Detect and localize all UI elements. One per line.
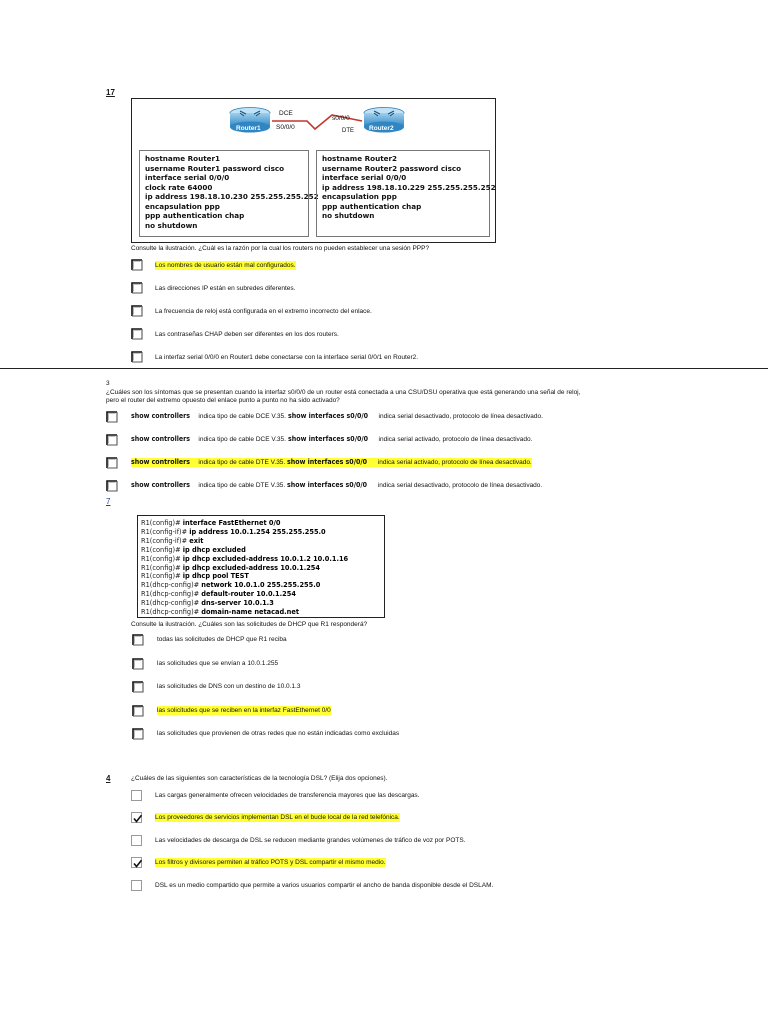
radio-button[interactable]	[106, 457, 118, 469]
config-line: no shutdown	[145, 220, 198, 230]
terminal-command: ip dhcp pool TEST	[182, 572, 249, 581]
radio-icon	[131, 259, 143, 271]
option-text: Las cargas generalmente ofrecen velocidades de transferencia mayores que las descargas.	[155, 792, 420, 799]
option-description: indica serial activado, protocolo de línea desactivado.	[376, 459, 532, 466]
section-divider	[0, 368, 768, 369]
terminal-command: ip address 10.0.1.254 255.255.255.0	[189, 527, 326, 536]
topology-drawing	[132, 99, 494, 143]
checkmark-icon	[132, 858, 143, 869]
radio-icon	[131, 351, 143, 363]
dte-label: DTE	[342, 128, 354, 134]
option-text: La frecuencia de reloj está configurada en el extremo incorrecto del enlace.	[155, 308, 372, 315]
radio-button[interactable]	[131, 282, 143, 294]
radio-icon	[131, 282, 143, 294]
show-controllers-command: show controllers	[131, 458, 191, 466]
option-description: indica tipo de cable DTE V.35.	[196, 482, 288, 489]
option-text: las solicitudes que provienen de otras redes que no están indicadas como excluidas	[157, 730, 400, 737]
config-line: clock rate 64000	[145, 182, 213, 192]
radio-button[interactable]	[106, 434, 118, 446]
config-line: ip address 198.18.10.229 255.255.255.252	[322, 182, 496, 192]
config-line: hostname Router2	[322, 154, 398, 163]
terminal-command: default-router 10.0.1.254	[201, 590, 296, 599]
option-text: Los filtros y divisores permiten al tráfico POTS y DSL compartir el mismo medio.	[155, 859, 386, 866]
radio-icon	[106, 411, 118, 423]
option-description: indica tipo de cable DTE V.35.	[196, 459, 288, 466]
exhibit-diagram	[131, 98, 496, 243]
radio-button[interactable]	[131, 328, 143, 340]
port-right-label: s0/0/0	[332, 115, 350, 122]
question-text: Consulte la ilustración. ¿Cuáles son las solicitudes de DHCP que R1 responderá?	[131, 621, 368, 628]
router2-config-box	[316, 150, 496, 237]
port-left-label: S0/0/0	[276, 124, 295, 131]
show-controllers-command: show controllers	[131, 481, 191, 489]
checkbox[interactable]	[131, 790, 142, 801]
terminal-command: dns-server 10.0.1.3	[201, 599, 274, 608]
show-controllers-command: show controllers	[131, 412, 191, 420]
terminal-line	[141, 528, 384, 537]
checkbox[interactable]	[131, 812, 142, 823]
terminal-command: ip dhcp excluded-address 10.0.1.2 10.0.1.16	[182, 554, 349, 563]
show-interfaces-command: show interfaces s0/0/0	[287, 412, 368, 420]
option-text	[131, 435, 532, 444]
option-description: indica serial desactivado, protocolo de línea desactivado.	[376, 482, 543, 489]
config-line: encapsulation ppp	[145, 201, 220, 211]
option-text: Las direcciones IP están en subredes diferentes.	[155, 285, 296, 292]
terminal-line	[141, 572, 384, 581]
radio-button[interactable]	[106, 411, 118, 423]
terminal-line	[141, 537, 384, 546]
option-text: Las velocidades de descarga de DSL se reducen mediante grandes volúmenes de tráfico de voz por POTS.	[155, 837, 466, 844]
config-line: username Router1 password cisco	[145, 163, 285, 173]
terminal-command: domain-name netacad.net	[201, 608, 299, 617]
terminal-command: network 10.0.1.0 255.255.255.0	[201, 581, 321, 590]
config-line: username Router2 password cisco	[322, 163, 462, 173]
terminal-prompt: R1(config-if)#	[141, 527, 190, 536]
radio-icon	[131, 328, 143, 340]
option-text: las solicitudes de DNS con un destino de 10.0.1.3	[157, 683, 301, 690]
question-number[interactable]: 4	[106, 774, 111, 783]
checkmark-icon	[132, 813, 143, 824]
radio-icon	[132, 634, 144, 646]
radio-button[interactable]	[106, 480, 118, 492]
option-text: Los nombres de usuario están mal configurados.	[155, 262, 296, 269]
radio-button[interactable]	[132, 634, 144, 646]
checkbox[interactable]	[131, 835, 142, 846]
config-line: ip address 198.18.10.230 255.255.255.252	[145, 192, 319, 201]
show-interfaces-command: show interfaces s0/0/0	[287, 481, 368, 489]
show-interfaces-command: show interfaces s0/0/0	[287, 458, 368, 466]
terminal-command: exit	[189, 536, 204, 545]
terminal-line	[141, 546, 384, 555]
terminal-exhibit	[137, 515, 385, 618]
router2-label: Router2	[369, 125, 394, 132]
terminal-line	[141, 564, 384, 573]
radio-button[interactable]	[132, 728, 144, 740]
option-text	[131, 458, 532, 467]
radio-icon	[131, 305, 143, 317]
terminal-line	[141, 599, 384, 608]
radio-button[interactable]	[132, 681, 144, 693]
question-text: Consulte la ilustración. ¿Cuál es la razón por la cual los routers no pueden establecer una sesión PPP?	[131, 245, 430, 252]
option-description: indica serial activado, protocolo de línea desactivado.	[376, 436, 533, 443]
option-text: las solicitudes que se envían a 10.0.1.255	[157, 660, 279, 667]
radio-button[interactable]	[131, 351, 143, 363]
config-line: interface serial 0/0/0	[145, 173, 230, 182]
option-text: DSL es un medio compartido que permite a varios usuarios compartir el ancho de banda disponible desde el DSLAM.	[155, 882, 494, 889]
terminal-prompt: R1(dhcp-config)#	[141, 608, 202, 617]
option-text: Las contraseñas CHAP deben ser diferentes en los dos routers.	[155, 331, 339, 338]
terminal-prompt: R1(config)#	[141, 554, 183, 563]
config-line: encapsulation ppp	[322, 192, 397, 201]
terminal-prompt: R1(config)#	[141, 519, 183, 527]
config-line: ppp authentication chap	[145, 211, 245, 220]
checkbox[interactable]	[131, 857, 142, 868]
checkbox[interactable]	[131, 880, 142, 891]
option-description: indica serial desactivado, protocolo de línea desactivado.	[376, 413, 543, 420]
question-number[interactable]: 7	[106, 497, 111, 506]
terminal-line	[141, 519, 384, 528]
config-line: ppp authentication chap	[322, 201, 422, 211]
terminal-line	[141, 608, 384, 617]
radio-icon	[132, 658, 144, 670]
option-text	[131, 481, 542, 490]
router1-label: Router1	[236, 125, 261, 132]
show-interfaces-command: show interfaces s0/0/0	[287, 435, 368, 443]
option-description: indica tipo de cable DCE V.35.	[196, 436, 288, 443]
terminal-prompt: R1(config)#	[141, 545, 183, 554]
terminal-prompt: R1(dhcp-config)#	[141, 599, 202, 608]
radio-button[interactable]	[132, 658, 144, 670]
question-text-line2: pero el router del extremo opuesto del enlace punto a punto no ha sido activado?	[106, 397, 340, 404]
option-description: indica tipo de cable DCE V.35.	[196, 413, 288, 420]
option-text: La interfaz serial 0/0/0 en Router1 debe conectarse con la interface serial 0/0/1 en Router2.	[155, 354, 419, 361]
radio-icon	[106, 457, 118, 469]
terminal-line	[141, 581, 384, 590]
option-text: las solicitudes que se reciben en la interfaz FastEthernet 0/0	[157, 707, 331, 714]
terminal-prompt: R1(config)#	[141, 572, 183, 581]
question-text: ¿Cuáles de las siguientes son características de la tecnología DSL? (Elija dos opciones).	[131, 775, 388, 782]
config-line: hostname Router1	[145, 154, 221, 163]
dce-label: DCE	[279, 110, 293, 117]
radio-icon	[132, 681, 144, 693]
radio-icon	[132, 705, 144, 717]
radio-icon	[132, 728, 144, 740]
terminal-prompt: R1(config)#	[141, 563, 183, 572]
config-line: no shutdown	[322, 211, 375, 220]
option-text	[131, 412, 543, 421]
radio-button[interactable]	[131, 259, 143, 271]
terminal-prompt: R1(config-if)#	[141, 536, 190, 545]
question-text-line1: ¿Cuáles son los síntomas que se presentan cuando la interfaz s0/0/0 de un router está conectada a una CSU/DSU operativa que está generando una señal de reloj,	[106, 389, 581, 396]
terminal-prompt: R1(dhcp-config)#	[141, 581, 202, 590]
config-line: interface serial 0/0/0	[322, 173, 407, 182]
terminal-command: ip dhcp excluded	[182, 545, 246, 554]
question-number: 3	[106, 380, 110, 387]
terminal-line	[141, 555, 384, 564]
show-controllers-command: show controllers	[131, 435, 191, 443]
terminal-command: interface FastEthernet 0/0	[182, 519, 281, 527]
radio-button[interactable]	[131, 305, 143, 317]
terminal-line	[141, 590, 384, 599]
radio-button[interactable]	[132, 705, 144, 717]
option-text: Los proveedores de servicios implementan DSL en el bucle local de la red telefónica.	[155, 814, 400, 821]
terminal-prompt: R1(dhcp-config)#	[141, 590, 202, 599]
router1-config-box	[139, 150, 319, 237]
option-text: todas las solicitudes de DHCP que R1 reciba	[157, 636, 287, 643]
radio-icon	[106, 434, 118, 446]
terminal-command: ip dhcp excluded-address 10.0.1.254	[182, 563, 320, 572]
radio-icon	[106, 480, 118, 492]
question-number[interactable]: 17	[106, 88, 115, 97]
